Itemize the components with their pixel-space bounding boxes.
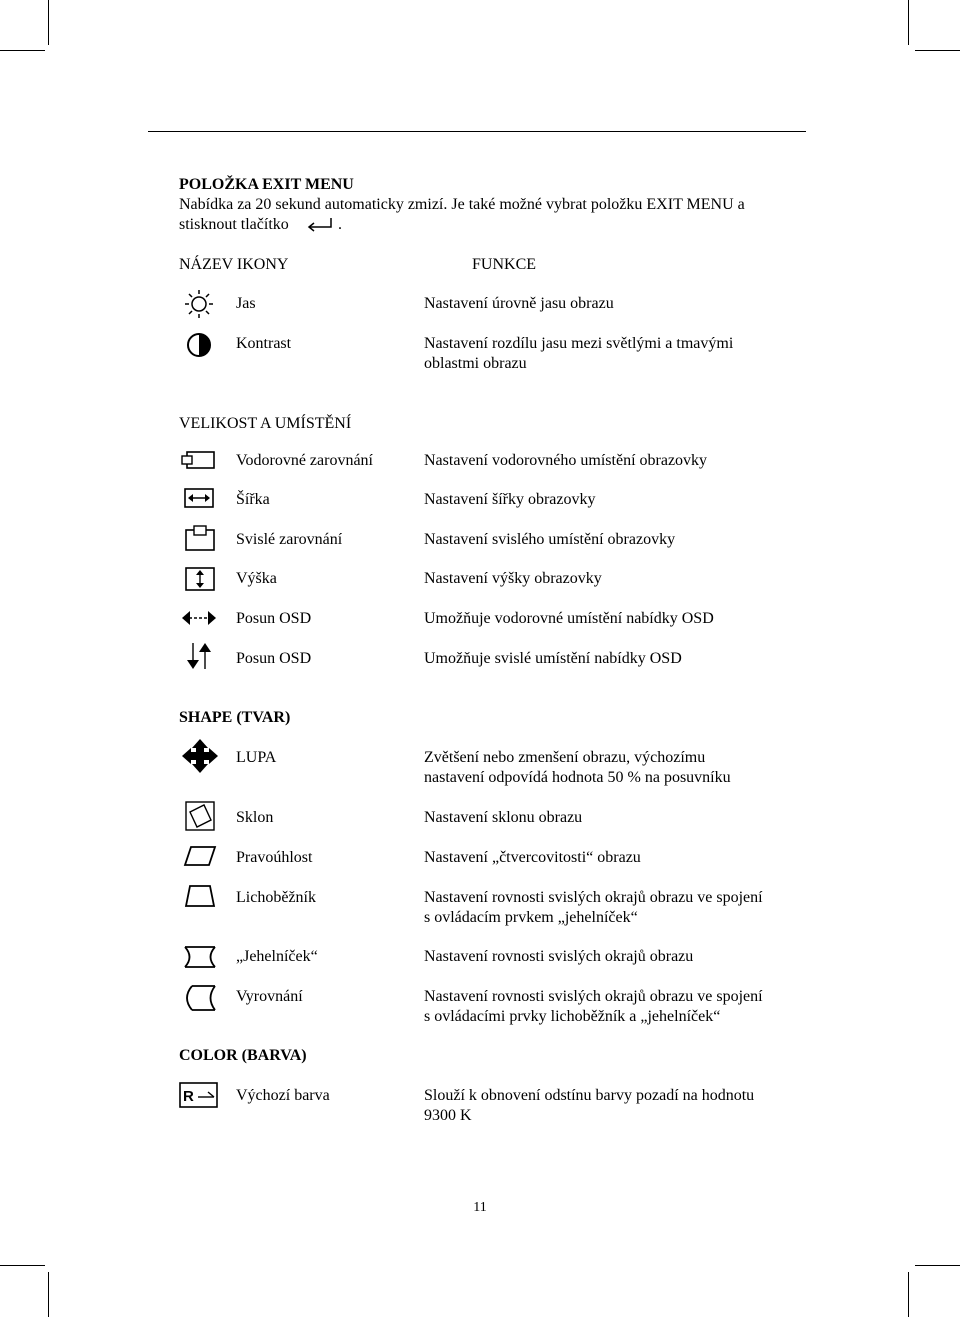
- row-desc-sklon: Nastavení sklonu obrazu: [424, 809, 583, 826]
- row-desc-vertical-position: Nastavení svislého umístění obrazovky: [424, 531, 676, 548]
- osd-horizontal-move-icon: [180, 607, 218, 629]
- header-rule: [148, 131, 806, 132]
- row-desc-osd-horizontal: Umožňuje vodorovné umístění nabídky OSD: [424, 610, 714, 627]
- row-name-vertical-position: Svislé zarovnání: [236, 531, 343, 548]
- page-number: 11: [473, 1200, 487, 1215]
- parallelogram-icon: [182, 844, 218, 868]
- crop-mark: [915, 50, 960, 51]
- color-reset-letter: R: [183, 1088, 194, 1105]
- exit-menu-text-period: .: [338, 216, 342, 233]
- height-icon: [184, 566, 216, 592]
- row-name-sklon: Sklon: [236, 809, 274, 826]
- width-icon: [183, 487, 215, 509]
- row-name-osd-vertical: Posun OSD: [236, 650, 312, 667]
- row-desc-width: Nastavení šířky obrazovky: [424, 491, 596, 508]
- row-desc-osd-vertical: Umožňuje svislé umístění nabídky OSD: [424, 650, 682, 667]
- crop-mark: [0, 1265, 45, 1266]
- row-desc-vyrovnani-line1: Nastavení rovnosti svislých okrajů obrazu ve spojení: [424, 988, 763, 1005]
- balance-icon: [182, 984, 218, 1012]
- row-desc-jehelnicek: Nastavení rovnosti svislých okrajů obrazu: [424, 948, 694, 965]
- crop-mark: [0, 50, 45, 51]
- crop-mark: [48, 0, 49, 45]
- crop-mark: [915, 1265, 960, 1266]
- row-name-height: Výška: [236, 570, 277, 587]
- row-desc-lupa-line1: Zvětšení nebo zmenšení obrazu, výchozímu: [424, 749, 706, 766]
- row-desc-kontrast-line1: Nastavení rozdílu jasu mezi světlými a tmavými: [424, 335, 734, 352]
- zoom-cross-arrows-icon: [181, 738, 219, 774]
- pincushion-icon: [182, 945, 218, 969]
- enter-key-icon: [305, 216, 335, 232]
- row-name-horizontal-position: Vodorovné zarovnání: [236, 452, 373, 469]
- color-reset-icon: [179, 1081, 219, 1109]
- row-desc-horizontal-position: Nastavení vodorovného umístění obrazovky: [424, 452, 708, 469]
- half-circle-icon: [186, 332, 212, 358]
- row-desc-default-color-line1: Slouží k obnovení odstínu barvy pozadí na hodnotu: [424, 1087, 755, 1104]
- row-name-lichobeznik: Lichoběžník: [236, 889, 316, 906]
- section-heading-shape: SHAPE (TVAR): [179, 709, 291, 726]
- trapezoid-icon: [184, 883, 216, 909]
- row-desc-lichobeznik-line2: s ovládacím prvkem „jehelníček“: [424, 909, 638, 926]
- tilt-icon: [184, 800, 216, 832]
- row-name-lupa: LUPA: [236, 749, 277, 766]
- osd-vertical-move-icon: [184, 641, 216, 671]
- crop-mark: [48, 1272, 49, 1317]
- row-desc-kontrast-line2: oblastmi obrazu: [424, 355, 527, 372]
- horizontal-position-icon: [180, 449, 216, 471]
- row-desc-height: Nastavení výšky obrazovky: [424, 570, 602, 587]
- row-name-jehelnicek: „Jehelníček“: [236, 948, 318, 965]
- row-name-default-color: Výchozí barva: [236, 1087, 330, 1104]
- row-desc-lichobeznik-line1: Nastavení rovnosti svislých okrajů obrazu ve spojení: [424, 889, 763, 906]
- crop-mark: [908, 1272, 909, 1317]
- exit-menu-text-line2: stisknout tlačítko: [179, 216, 289, 233]
- section-heading-size-position: VELIKOST A UMÍSTĚNÍ: [179, 415, 352, 432]
- row-desc-pravouhlost: Nastavení „čtvercovitosti“ obrazu: [424, 849, 641, 866]
- row-name-vyrovnani: Vyrovnání: [236, 988, 303, 1005]
- row-desc-vyrovnani-line2: s ovládacími prvky lichoběžník a „jehelníček“: [424, 1008, 721, 1025]
- row-name-jas: Jas: [236, 295, 256, 312]
- row-name-kontrast: Kontrast: [236, 335, 292, 352]
- row-name-pravouhlost: Pravoúhlost: [236, 849, 313, 866]
- row-name-width: Šířka: [236, 491, 270, 508]
- exit-menu-heading: POLOŽKA EXIT MENU: [179, 176, 354, 193]
- vertical-position-icon: [184, 524, 216, 552]
- row-desc-lupa-line2: nastavení odpovídá hodnota 50 % na posuvníku: [424, 769, 731, 786]
- sun-icon: [184, 289, 214, 319]
- row-desc-default-color-line2: 9300 K: [424, 1107, 472, 1124]
- section-heading-color: COLOR (BARVA): [179, 1047, 307, 1064]
- column-header-icon-name: NÁZEV IKONY: [179, 256, 289, 273]
- row-desc-jas: Nastavení úrovně jasu obrazu: [424, 295, 614, 312]
- exit-menu-text-line1: Nabídka za 20 sekund automaticky zmizí. Je také možné vybrat položku EXIT MENU a: [179, 196, 745, 213]
- crop-mark: [908, 0, 909, 45]
- column-header-function: FUNKCE: [472, 256, 537, 273]
- row-name-osd-horizontal: Posun OSD: [236, 610, 312, 627]
